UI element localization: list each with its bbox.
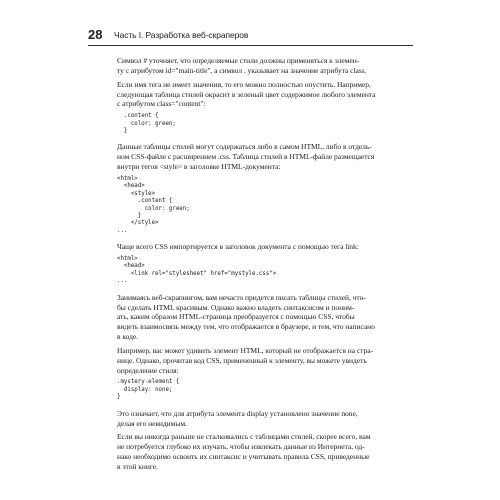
page-body	[117, 56, 411, 476]
text-line: ном CSS-файле с расширением .css. Таблица стилей в HTML-файле размещается	[117, 152, 375, 162]
paragraph	[117, 346, 411, 376]
code-block	[117, 379, 411, 401]
code-line: <html>	[117, 256, 138, 263]
page-header	[88, 27, 413, 46]
text-line: следующая таблица стилей окрасит в зеленый цвет содержимое любого элемента	[117, 89, 376, 99]
code-line: ...	[117, 227, 128, 234]
code-line: ...	[117, 278, 128, 285]
text-line: Например, вас может удивить элемент HTML, который не отображается на стра-	[117, 345, 373, 355]
code-line: <link rel="stylesheet" href="mystyle.css">	[117, 270, 277, 277]
page-number: 28	[88, 27, 103, 42]
code-line: display: none;	[117, 386, 173, 393]
paragraph	[117, 56, 411, 76]
text-line: нице. Однако, прочитав код CSS, примененный к элементу, вы можете увидеть	[117, 355, 367, 365]
text-line: определение стиля:	[117, 365, 179, 375]
code-block	[117, 176, 411, 235]
text-line: Символ # уточняет, что определяемые стили должны применяться к элемен-	[117, 56, 360, 65]
text-line: нако необходимо освоить их синтаксис и учитывать правила CSS, приведенные	[117, 452, 370, 462]
code-block	[117, 113, 411, 135]
text-line: ать, каким образом HTML-страница преобразуется с помощью CSS, чтобы	[117, 312, 355, 322]
text-line: Если вы никогда раньше не сталкивались с таблицами стилей, скорее всего, вам	[117, 432, 371, 442]
code-line: <style>	[117, 190, 156, 197]
paragraph	[117, 293, 411, 342]
text-line: Если имя тега не имеет значения, то его можно полностью опустить. Например,	[117, 79, 371, 89]
text-line: внутри тегов <style> в заголовке HTML-документа:	[117, 162, 281, 172]
code-line: color: green;	[117, 205, 190, 212]
paragraph	[117, 432, 411, 471]
text-line: бы сделать HTML красивым. Однако важно владеть синтаксисом и поним-	[117, 302, 355, 312]
code-line: }	[117, 128, 128, 135]
code-line: .content {	[117, 198, 173, 205]
text-line: в коде.	[117, 332, 139, 342]
code-line: }	[117, 213, 142, 219]
code-line: .mystery-element {	[117, 379, 180, 386]
text-line: Занимаясь веб-скрапингом, вам нечасто придется писать таблицы стилей, что-	[117, 292, 366, 302]
text-line: Чаще всего CSS импортируется в заголовок документа с помощью тега link:	[117, 242, 359, 252]
code-line: color: green;	[117, 120, 176, 127]
text-line: Это означает, что для атрибута элемента display установлено значение none,	[117, 408, 358, 418]
text-line: делая его невидимым.	[117, 418, 187, 428]
running-head: Часть I. Разработка веб-скраперов	[114, 30, 249, 40]
code-block	[117, 256, 411, 286]
text-line: Данные таблицы стилей могут содержаться либо в самом HTML, либо в отдель-	[117, 142, 372, 152]
code-line: <html>	[117, 175, 138, 182]
code-line: <head>	[117, 183, 145, 190]
paragraph	[117, 242, 411, 252]
code-line: .content {	[117, 113, 159, 120]
text-line: не потребуется глубоко их изучать, чтобы извлекать данные из Интернета, од-	[117, 442, 365, 452]
code-line: }	[117, 394, 121, 401]
code-line: <head>	[117, 263, 145, 270]
code-line: </style>	[117, 220, 159, 227]
text-line: в этой книге.	[117, 461, 158, 471]
text-line: видеть взаимосвязь между тем, что отображается в браузере, и тем, что написано	[117, 322, 375, 332]
paragraph	[117, 409, 411, 429]
paragraph	[117, 80, 411, 110]
paragraph	[117, 142, 411, 172]
text-line: с атрибутом class="content":	[117, 99, 206, 109]
text-line: ту с атрибутом id="main-title", а символ . указывает на значение атрибута class.	[117, 65, 367, 75]
